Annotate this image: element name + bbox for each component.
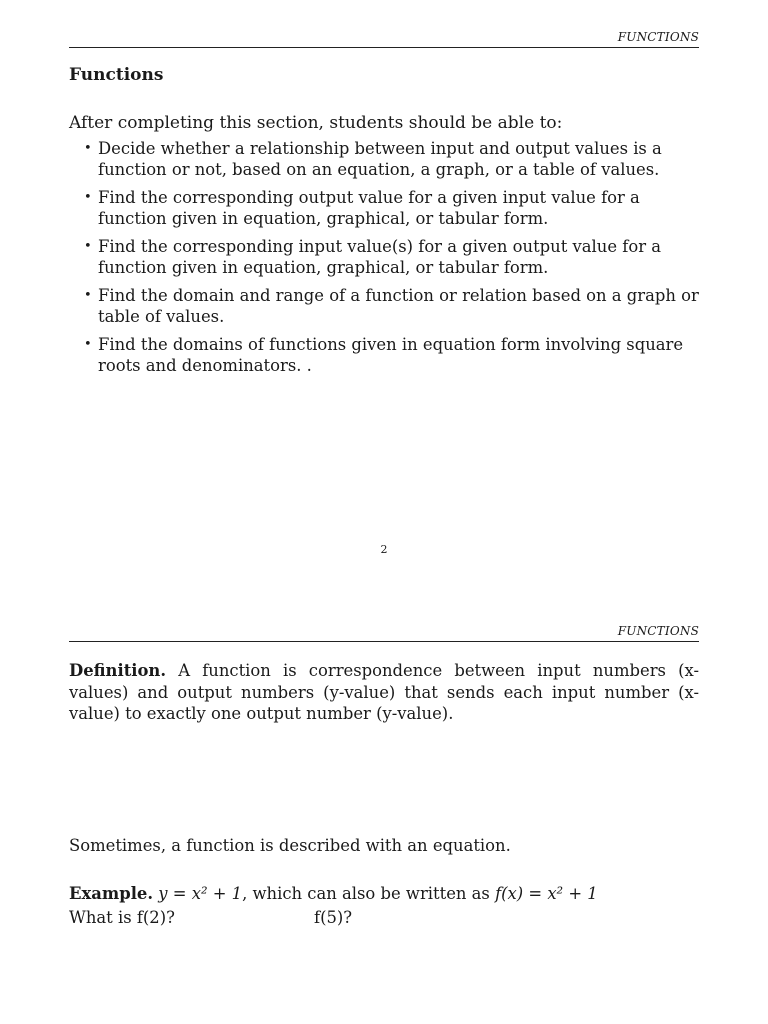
question-f-of-2: What is f(2)? [69,907,175,927]
bullet-icon: • [84,337,92,352]
example-function-notation: f(x) = x² + 1 [495,883,598,903]
bullet-icon: • [84,239,92,254]
running-header: FUNCTIONS [617,30,699,44]
page-number: 2 [380,543,388,556]
example-block [69,883,699,905]
header-rule [69,641,699,642]
list-item [69,187,699,229]
question-row [69,907,699,929]
section-title: Functions [69,65,164,85]
question-f-of-5: f(5)? [314,907,353,927]
header-rule [69,47,699,48]
objective-text: Find the domain and range of a function or relation based on a graph or table of values. [98,286,699,326]
definition-text: A function is correspondence between input numbers (x-values) and output numbers (y-value) that sends each input number (x-value) to exactly one output number (y-value). [69,661,699,723]
objective-text: Find the corresponding input value(s) for a given output value for a function given in equation, graphical, or tabular form. [98,237,662,277]
bullet-icon: • [84,141,92,156]
list-item [69,236,699,278]
running-header: FUNCTIONS [617,624,699,638]
document-page-1 [69,30,699,590]
definition-block [69,660,699,725]
example-term: Example. [69,883,154,903]
bullet-icon: • [84,190,92,205]
objectives-list [69,138,699,376]
list-item [69,285,699,327]
equation-intro-text: Sometimes, a function is described with an equation. [69,835,511,855]
list-item [69,334,699,376]
document-page-2 [69,624,699,1024]
objective-text: Find the corresponding output value for a given input value for a function given in equation, graphical, or tabular form. [98,188,640,228]
objective-text: Find the domains of functions given in equation form involving square roots and denominators. . [98,335,684,375]
list-item [69,138,699,180]
example-equation: y = x² + 1 [158,883,243,903]
bullet-icon: • [84,288,92,303]
objective-text: Decide whether a relationship between input and output values is a function or not, based on an equation, a graph, or a table of values. [98,139,662,179]
intro-text: After completing this section, students should be able to: [69,113,563,133]
example-connector-text: , which can also be written as [242,883,496,903]
definition-term: Definition. [69,661,167,680]
